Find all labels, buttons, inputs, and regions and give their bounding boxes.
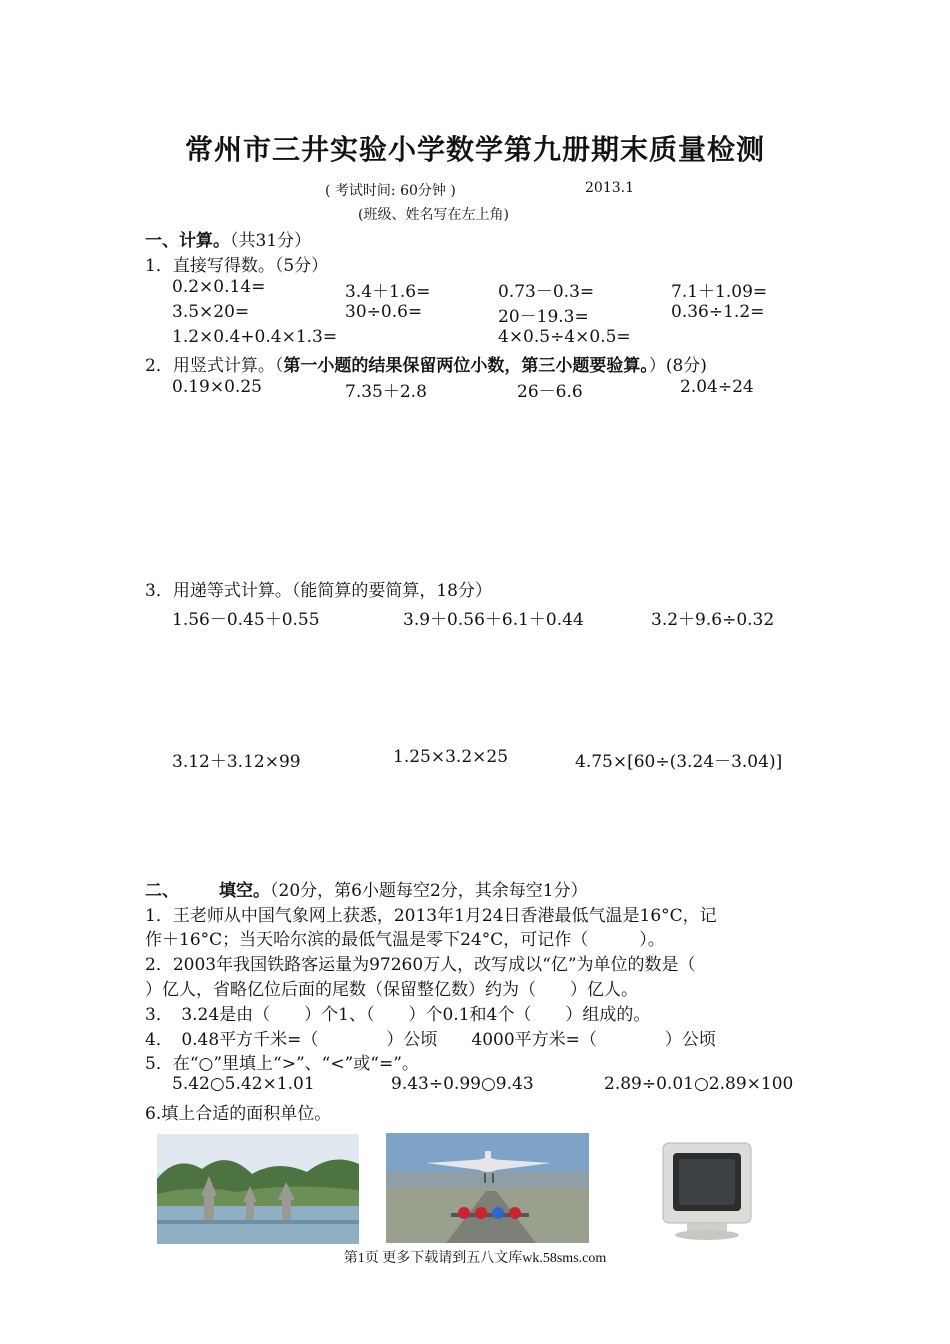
fill-line: 5．在“○”里填上“>”、“<”或“=”。 [145,1054,419,1074]
section1-heading [145,226,311,251]
page-title: 常州市三井实验小学数学第九册期末质量检测 [184,133,765,166]
q3-item: 1.56－0.45＋0.55 [172,610,320,630]
section2-heading [145,876,588,901]
q1-item: 3.5×20= [172,302,250,322]
section2-title: 填空。 [219,881,270,901]
q1-item: 30÷0.6= [345,302,423,322]
q2-item: 0.19×0.25 [172,377,262,397]
q1-item: 0.2×0.14= [172,277,266,297]
fill-line: 作＋16°C；当天哈尔滨的最低气温是零下24°C，可记作（ ）。 [145,930,665,950]
q1-item: 7.1＋1.09= [671,282,768,302]
compare-item: 2.89÷0.01○2.89×100 [604,1074,794,1094]
fill-line: 3． 3.24是由（ ）个1、（ ）个0.1和4个（ ）组成的。 [145,1005,651,1025]
q3-item: 3.12＋3.12×99 [172,752,301,772]
q3-label: 3．用递等式计算。（能简算的要简算，18分） [145,581,492,601]
q3-item: 3.9＋0.56＋6.1＋0.44 [403,610,584,630]
q3-item: 1.25×3.2×25 [393,747,509,767]
q6-label: 6.填上合适的面积单位。 [145,1104,332,1124]
q2-label-bold: 第一小题的结果保留两位小数，第三小题要验算。 [283,356,649,376]
exam-date: 2013.1 [585,180,634,196]
q2-label-start: 2．用竖式计算。（ [145,356,284,376]
q1-label: 1．直接写得数。（5分） [145,256,329,276]
section1-points: （共31分） [230,231,312,251]
exam-time: ( 考试时间: 60分钟 ) [325,183,456,199]
q2-item: 26－6.6 [517,382,583,402]
q2-label [145,351,707,376]
exam-note: (班级、姓名写在左上角) [358,207,509,223]
section2-points: （20分，第6小题每空2分，其余每空1分） [270,881,588,901]
q3-item: 4.75×[60÷(3.24－3.04)] [575,752,783,772]
q1-item: 1.2×0.4+0.4×1.3= [172,327,338,347]
fill-line: 4． 0.48平方千米=（ ）公顷 4000平方米=（ ）公顷 [145,1030,716,1050]
airplane-runway-image [386,1133,589,1243]
section2-num: 二、 [145,881,179,901]
q2-label-end: ）(8分) [648,356,707,376]
q1-item: 0.73－0.3= [498,282,595,302]
q2-item: 2.04÷24 [680,377,754,397]
crt-monitor-image [657,1137,757,1241]
q1-item: 3.4＋1.6= [345,282,431,302]
lake-pagoda-image [157,1134,359,1244]
q1-item: 4×0.5÷4×0.5= [498,327,631,347]
q3-item: 3.2＋9.6÷0.32 [651,610,775,630]
compare-item: 9.43÷0.99○9.43 [391,1074,534,1094]
fill-line: 1．王老师从中国气象网上获悉，2013年1月24日香港最低气温是16°C，记 [145,906,717,926]
q2-item: 7.35＋2.8 [345,382,427,402]
q1-item: 0.36÷1.2= [671,302,765,322]
section1-title: 一、计算。 [145,231,230,251]
q1-item: 20－19.3= [498,307,589,327]
fill-line: ）亿人，省略亿位后面的尾数（保留整亿数）约为（ ）亿人。 [145,980,638,1000]
compare-item: 5.42○5.42×1.01 [172,1074,315,1094]
fill-line: 2．2003年我国铁路客运量为97260万人，改写成以“亿”为单位的数是（ [145,955,696,975]
page-footer: 第1页 更多下载请到五八文库wk.58sms.com [343,1251,607,1266]
